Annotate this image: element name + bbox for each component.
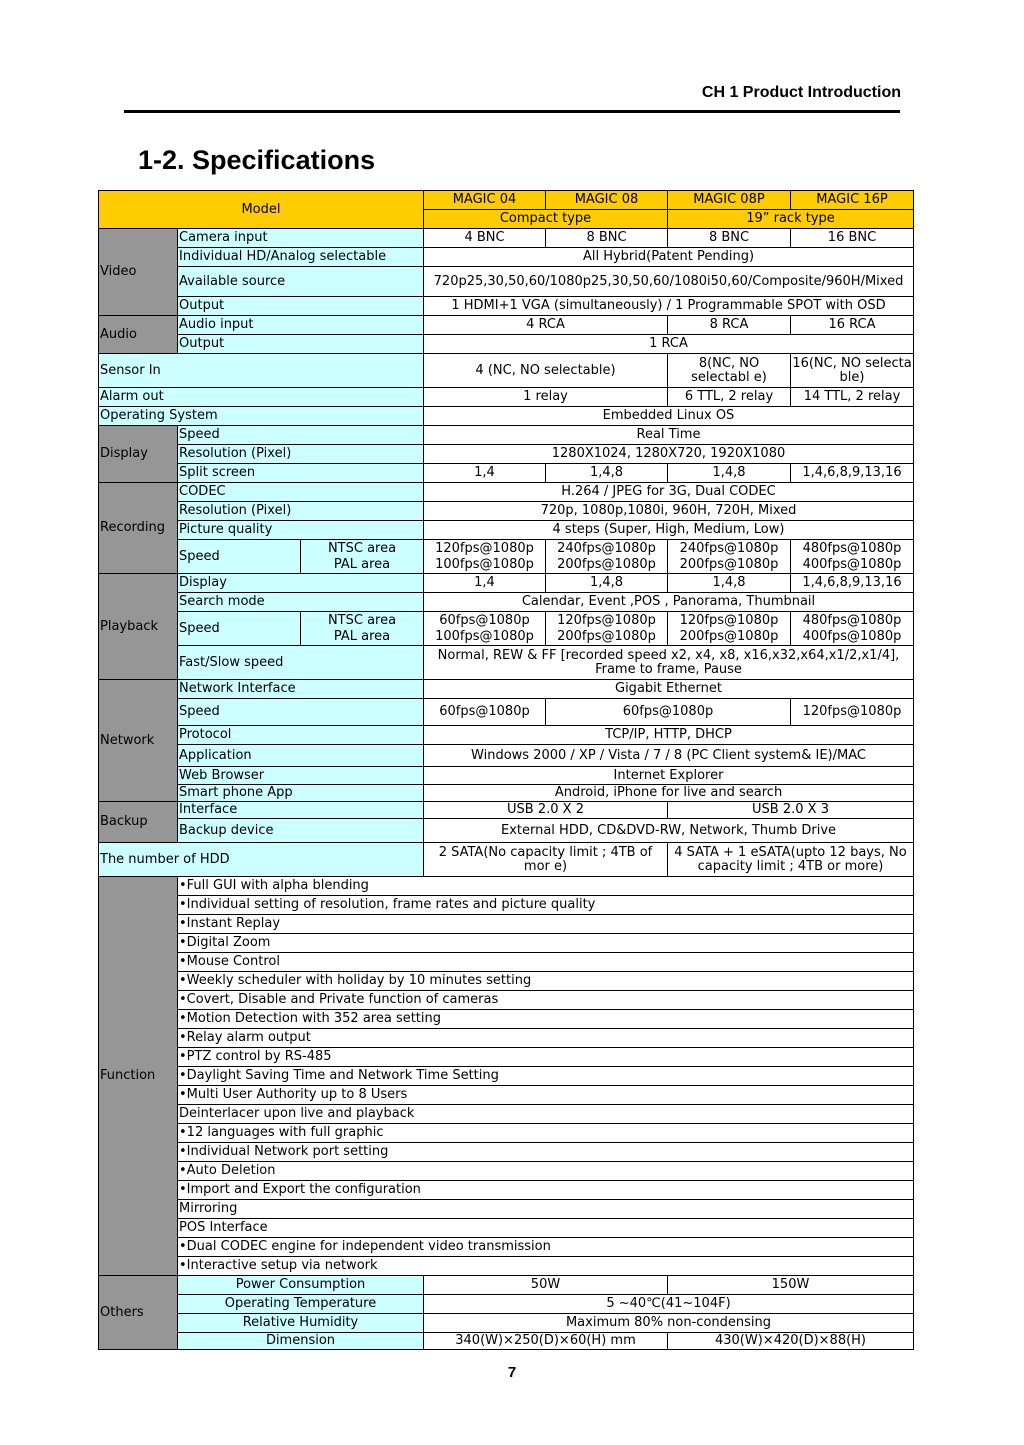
table-row [99, 802, 914, 819]
table-row [99, 521, 914, 540]
cell-value: All Hybrid(Patent Pending) [424, 248, 914, 267]
cell-value: Gigabit Ethernet [424, 680, 914, 699]
table-row [99, 1219, 914, 1238]
function-item: •Individual setting of resolution, frame rates and picture quality [178, 896, 914, 915]
cell-value: 1,4,8 [668, 464, 791, 483]
ntsc-value: 120fps@1080p [435, 540, 534, 556]
cell-value: Android, iPhone for live and search [424, 785, 914, 802]
function-item: •Daylight Saving Time and Network Time Setting [178, 1067, 914, 1086]
pal-value: 200fps@1080p [679, 628, 779, 644]
table-row [99, 767, 914, 785]
cell-value: H.264 / JPEG for 3G, Dual CODEC [424, 483, 914, 502]
table-row [99, 934, 914, 953]
cell-value: 4 RCA [424, 316, 668, 335]
function-item: •PTZ control by RS-485 [178, 1048, 914, 1067]
table-row [99, 248, 914, 267]
function-item: •Import and Export the configuration [178, 1181, 914, 1200]
table-row [99, 745, 914, 767]
table-row [99, 1333, 914, 1350]
table-row [99, 1257, 914, 1276]
row-label: CODEC [178, 483, 424, 502]
cell-value: 16 BNC [791, 229, 914, 248]
category-others: Others [99, 1276, 178, 1350]
row-label: Picture quality [178, 521, 424, 540]
category-video: Video [99, 229, 178, 316]
row-label: Speed [178, 612, 301, 646]
cell-value [546, 540, 668, 574]
cell-value: 1280X1024, 1280X720, 1920X1080 [424, 445, 914, 464]
category-network: Network [99, 680, 178, 802]
table-row [99, 354, 914, 388]
table-row [99, 1010, 914, 1029]
table-row [99, 726, 914, 745]
ntsc-value: 120fps@1080p [679, 612, 779, 628]
function-item: •Instant Replay [178, 915, 914, 934]
category-recording: Recording [99, 483, 178, 574]
model-type: 19” rack type [668, 210, 914, 229]
row-label: Individual HD/Analog selectable [178, 248, 424, 267]
table-row [99, 991, 914, 1010]
cell-value [791, 612, 914, 646]
pal-label: PAL area [333, 556, 391, 572]
page-number: 7 [507, 1364, 517, 1381]
table-row [99, 593, 914, 612]
pal-value: 200fps@1080p [557, 628, 656, 644]
cell-value: 16 RCA [791, 316, 914, 335]
table-row [99, 877, 914, 896]
function-item: •12 languages with full graphic [178, 1124, 914, 1143]
table-row [99, 191, 914, 210]
table-row [99, 502, 914, 521]
pal-value: 400fps@1080p [802, 556, 902, 572]
pal-label: PAL area [333, 628, 391, 644]
specifications-table [98, 190, 914, 1350]
row-label: Sensor In [99, 354, 424, 388]
table-row [99, 1105, 914, 1124]
table-row [99, 612, 914, 646]
pal-value: 100fps@1080p [435, 556, 534, 572]
row-label: Search mode [178, 593, 424, 612]
cell-value: 50W [424, 1276, 668, 1295]
row-label: Application [178, 745, 424, 767]
cell-value: Internet Explorer [424, 767, 914, 785]
row-label: Audio input [178, 316, 424, 335]
table-row [99, 785, 914, 802]
cell-value: USB 2.0 X 3 [668, 802, 914, 819]
model-name: MAGIC 16P [791, 191, 914, 210]
pal-value: 400fps@1080p [802, 628, 902, 644]
row-label: Operating Temperature [178, 1295, 424, 1314]
ntsc-value: 120fps@1080p [557, 612, 656, 628]
table-row [99, 699, 914, 726]
cell-value: 720p25,30,50,60/1080p25,30,50,60/1080i50,60/Composite/960H/Mixed [424, 267, 914, 297]
cell-value: External HDD, CD&DVD-RW, Network, Thumb Drive [424, 819, 914, 843]
row-label: Network Interface [178, 680, 424, 699]
function-item: •Weekly scheduler with holiday by 10 minutes setting [178, 972, 914, 991]
ntsc-label: NTSC area [327, 540, 397, 556]
function-item: •Dual CODEC engine for independent video transmission [178, 1238, 914, 1257]
table-row [99, 445, 914, 464]
cell-value: 16(NC, NO selecta ble) [791, 354, 914, 388]
cell-value: 1,4,8 [546, 464, 668, 483]
function-item: •Digital Zoom [178, 934, 914, 953]
category-display: Display [99, 426, 178, 483]
table-row [99, 1067, 914, 1086]
table-row [99, 646, 914, 680]
function-item: •Multi User Authority up to 8 Users [178, 1086, 914, 1105]
function-item: •Interactive setup via network [178, 1257, 914, 1276]
table-row [99, 407, 914, 426]
row-label: The number of HDD [99, 843, 424, 877]
model-name: MAGIC 08 [546, 191, 668, 210]
cell-value: TCP/IP, HTTP, DHCP [424, 726, 914, 745]
ntsc-value: 480fps@1080p [802, 612, 902, 628]
cell-value: 720p, 1080p,1080i, 960H, 720H, Mixed [424, 502, 914, 521]
row-label: Alarm out [99, 388, 424, 407]
cell-value: Real Time [424, 426, 914, 445]
section-title: 1-2. Specifications [138, 145, 376, 175]
cell-value: 1,4,8 [546, 574, 668, 593]
table-row [99, 1238, 914, 1257]
cell-value: 4 BNC [424, 229, 546, 248]
cell-value: 1,4 [424, 464, 546, 483]
cell-value [424, 540, 546, 574]
table-row [99, 896, 914, 915]
table-row [99, 464, 914, 483]
table-row [99, 1048, 914, 1067]
table-row [99, 426, 914, 445]
cell-value: 120fps@1080p [791, 699, 914, 726]
cell-value [668, 540, 791, 574]
cell-value: 4 steps (Super, High, Medium, Low) [424, 521, 914, 540]
function-item: •Auto Deletion [178, 1162, 914, 1181]
cell-value: 1 HDMI+1 VGA (simultaneously) / 1 Programmable SPOT with OSD [424, 297, 914, 316]
cell-value: Maximum 80% non-condensing [424, 1314, 914, 1333]
table-row [99, 297, 914, 316]
cell-value: 8(NC, NO selectabl e) [668, 354, 791, 388]
table-row [99, 1143, 914, 1162]
row-label: Backup device [178, 819, 424, 843]
table-row [99, 229, 914, 248]
model-name: MAGIC 04 [424, 191, 546, 210]
row-label: Operating System [99, 407, 424, 426]
table-row [99, 972, 914, 991]
cell-value [791, 540, 914, 574]
cell-value: 1 RCA [424, 335, 914, 354]
table-row [99, 1276, 914, 1295]
pal-value: 200fps@1080p [679, 556, 779, 572]
category-playback: Playback [99, 574, 178, 680]
cell-value: 14 TTL, 2 relay [791, 388, 914, 407]
table-row [99, 335, 914, 354]
row-label: Dimension [178, 1333, 424, 1350]
row-label: Speed [178, 540, 301, 574]
function-item: •Relay alarm output [178, 1029, 914, 1048]
row-label: Split screen [178, 464, 424, 483]
table-row [99, 1314, 914, 1333]
table-row [99, 1162, 914, 1181]
table-row [99, 1124, 914, 1143]
category-audio: Audio [99, 316, 178, 354]
pal-value: 100fps@1080p [435, 628, 534, 644]
cell-value: 1,4,6,8,9,13,16 [791, 574, 914, 593]
table-row [99, 574, 914, 593]
category-backup: Backup [99, 802, 178, 843]
ntsc-value: 240fps@1080p [557, 540, 656, 556]
function-item: •Covert, Disable and Private function of cameras [178, 991, 914, 1010]
cell-value: 60fps@1080p [546, 699, 791, 726]
row-label: Web Browser [178, 767, 424, 785]
row-label: Power Consumption [178, 1276, 424, 1295]
table-row [99, 267, 914, 297]
row-label: Relative Humidity [178, 1314, 424, 1333]
cell-value: 1 relay [424, 388, 668, 407]
row-label: Speed [178, 699, 424, 726]
table-row [99, 388, 914, 407]
cell-value: 5 ~40℃(41~104F) [424, 1295, 914, 1314]
cell-value: 1,4,6,8,9,13,16 [791, 464, 914, 483]
cell-value: 430(W)×420(D)×88(H) [668, 1333, 914, 1350]
table-row [99, 1295, 914, 1314]
cell-value: 6 TTL, 2 relay [668, 388, 791, 407]
table-row [99, 915, 914, 934]
ntsc-value: 240fps@1080p [679, 540, 779, 556]
cell-value: USB 2.0 X 2 [424, 802, 668, 819]
row-label: Output [178, 297, 424, 316]
header-rule [124, 110, 900, 113]
model-label: Model [99, 191, 424, 229]
function-item: •Mouse Control [178, 953, 914, 972]
cell-value: 4 SATA + 1 eSATA(upto 12 bays, No capacity limit ; 4TB or more) [668, 843, 914, 877]
row-label: Smart phone App [178, 785, 424, 802]
table-row [99, 680, 914, 699]
cell-value: 4 (NC, NO selectable) [424, 354, 668, 388]
cell-value: 1,4 [424, 574, 546, 593]
cell-value: 150W [668, 1276, 914, 1295]
region-labels [301, 612, 424, 646]
cell-value: 8 BNC [668, 229, 791, 248]
function-item: •Individual Network port setting [178, 1143, 914, 1162]
function-item: Deinterlacer upon live and playback [178, 1105, 914, 1124]
table-row [99, 540, 914, 574]
row-label: Output [178, 335, 424, 354]
row-label: Speed [178, 426, 424, 445]
table-row [99, 316, 914, 335]
cell-value: Windows 2000 / XP / Vista / 7 / 8 (PC Client system& IE)/MAC [424, 745, 914, 767]
row-label: Resolution (Pixel) [178, 502, 424, 521]
table-row [99, 819, 914, 843]
ntsc-value: 480fps@1080p [802, 540, 902, 556]
row-label: Display [178, 574, 424, 593]
function-item: •Motion Detection with 352 area setting [178, 1010, 914, 1029]
function-item: POS Interface [178, 1219, 914, 1238]
table-row [99, 1029, 914, 1048]
ntsc-value: 60fps@1080p [439, 612, 530, 628]
chapter-header: CH 1 Product Introduction [701, 84, 901, 101]
cell-value: Normal, REW & FF [recorded speed x2, x4, x8, x16,x32,x64,x1/2,x1/4], Frame to frame, Pause [424, 646, 914, 680]
function-item: •Full GUI with alpha blending [178, 877, 914, 896]
ntsc-label: NTSC area [327, 612, 397, 628]
table-row [99, 953, 914, 972]
function-item: Mirroring [178, 1200, 914, 1219]
table-row [99, 843, 914, 877]
table-row [99, 1181, 914, 1200]
row-label: Protocol [178, 726, 424, 745]
pal-value: 200fps@1080p [557, 556, 656, 572]
cell-value: Embedded Linux OS [424, 407, 914, 426]
cell-value: 8 RCA [668, 316, 791, 335]
model-name: MAGIC 08P [668, 191, 791, 210]
cell-value: 340(W)×250(D)×60(H) mm [424, 1333, 668, 1350]
table-row [99, 483, 914, 502]
row-label: Resolution (Pixel) [178, 445, 424, 464]
cell-value: 60fps@1080p [424, 699, 546, 726]
cell-value: 1,4,8 [668, 574, 791, 593]
cell-value: Calendar, Event ,POS , Panorama, Thumbnail [424, 593, 914, 612]
cell-value [668, 612, 791, 646]
row-label: Available source [178, 267, 424, 297]
row-label: Camera input [178, 229, 424, 248]
model-type: Compact type [424, 210, 668, 229]
category-function: Function [99, 877, 178, 1276]
cell-value: 8 BNC [546, 229, 668, 248]
table-row [99, 1200, 914, 1219]
row-label: Fast/Slow speed [178, 646, 424, 680]
cell-value [546, 612, 668, 646]
row-label: Interface [178, 802, 424, 819]
cell-value: 2 SATA(No capacity limit ; 4TB of mor e) [424, 843, 668, 877]
cell-value [424, 612, 546, 646]
region-labels [301, 540, 424, 574]
table-row [99, 1086, 914, 1105]
